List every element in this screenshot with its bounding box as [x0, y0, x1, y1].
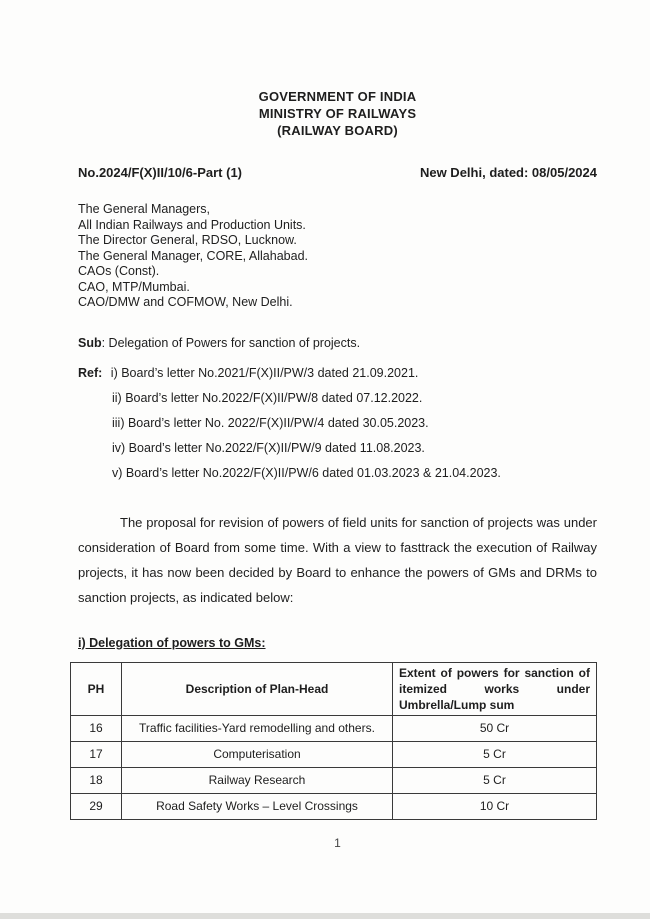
scan-edge-artifact [0, 913, 650, 919]
ref-item: ii) Board’s letter No.2022/F(X)II/PW/8 dated 07.12.2022. [112, 390, 423, 405]
ref-item: i) Board’s letter No.2021/F(X)II/PW/3 dated 21.09.2021. [110, 365, 419, 380]
ref-line [78, 386, 597, 411]
letter-number: No.2024/F(X)II/10/6-Part (1) [78, 165, 242, 180]
table-row [71, 741, 597, 767]
ref-item: iv) Board’s letter No.2022/F(X)II/PW/9 dated 11.08.2023. [112, 440, 425, 455]
cell-extent: 10 Cr [393, 793, 597, 819]
addressee-block [78, 202, 597, 311]
ref-line [78, 436, 597, 461]
ref-label: Ref: [78, 365, 103, 380]
cell-ph: 18 [71, 767, 122, 793]
addressee-line: CAO/DMW and COFMOW, New Delhi. [78, 295, 293, 309]
addressee-line: The General Manager, CORE, Allahabad. [78, 248, 308, 263]
table-header-row [71, 662, 597, 715]
cell-ph: 17 [71, 741, 122, 767]
addressee-line: CAOs (Const). [78, 264, 160, 278]
place-date: New Delhi, dated: 08/05/2024 [419, 165, 597, 180]
table-row [71, 715, 597, 741]
letterhead [78, 88, 597, 139]
addressee-line: The General Managers, [78, 202, 211, 216]
subject-text: : Delegation of Powers for sanction of projects. [101, 335, 361, 350]
ref-line [78, 461, 597, 486]
letterhead-line-2: MINISTRY OF RAILWAYS [258, 106, 417, 121]
cell-extent: 5 Cr [393, 741, 597, 767]
page-number: 1 [334, 835, 341, 850]
header-cell-ph: PH [71, 662, 122, 715]
cell-desc: Railway Research [122, 767, 393, 793]
subject-line [78, 336, 597, 350]
ref-item: v) Board’s letter No.2022/F(X)II/PW/6 dated 01.03.2023 & 21.04.2023. [112, 465, 501, 480]
ref-item: iii) Board’s letter No. 2022/F(X)II/PW/4 dated 30.05.2023. [112, 415, 429, 430]
addressee-line: All Indian Railways and Production Units. [78, 217, 306, 232]
cell-ph: 29 [71, 793, 122, 819]
table-row [71, 793, 597, 819]
reference-list [78, 361, 597, 486]
delegation-table [70, 662, 597, 820]
section-heading: i) Delegation of powers to GMs: [78, 635, 266, 650]
cell-desc: Traffic facilities-Yard remodelling and others. [122, 715, 393, 741]
cell-ph: 16 [71, 715, 122, 741]
cell-desc: Computerisation [122, 741, 393, 767]
reference-row [78, 165, 597, 180]
header-cell-extent: Extent of powers for sanction of itemized works under Umbrella/Lump sum [393, 662, 597, 715]
table-row [71, 767, 597, 793]
addressee-line: The Director General, RDSO, Lucknow. [78, 233, 297, 247]
addressee-line: CAO, MTP/Mumbai. [78, 279, 190, 294]
ref-line [78, 411, 597, 436]
body-paragraph: The proposal for revision of powers of field units for sanction of projects was under consideration of Board from some time. With a view to fasttrack the execution of Railway projects, it has now been decided by Board to enhance the powers of GMs and DRMs to sanction projects, as indicated below: [78, 514, 597, 605]
letterhead-line-3: (RAILWAY BOARD) [277, 123, 398, 138]
subject-label: Sub [78, 335, 102, 350]
ref-line [78, 361, 597, 386]
letterhead-line-1: GOVERNMENT OF INDIA [258, 89, 417, 104]
cell-extent: 50 Cr [393, 715, 597, 741]
header-cell-description: Description of Plan-Head [122, 662, 393, 715]
cell-extent: 5 Cr [393, 767, 597, 793]
cell-desc: Road Safety Works – Level Crossings [122, 793, 393, 819]
